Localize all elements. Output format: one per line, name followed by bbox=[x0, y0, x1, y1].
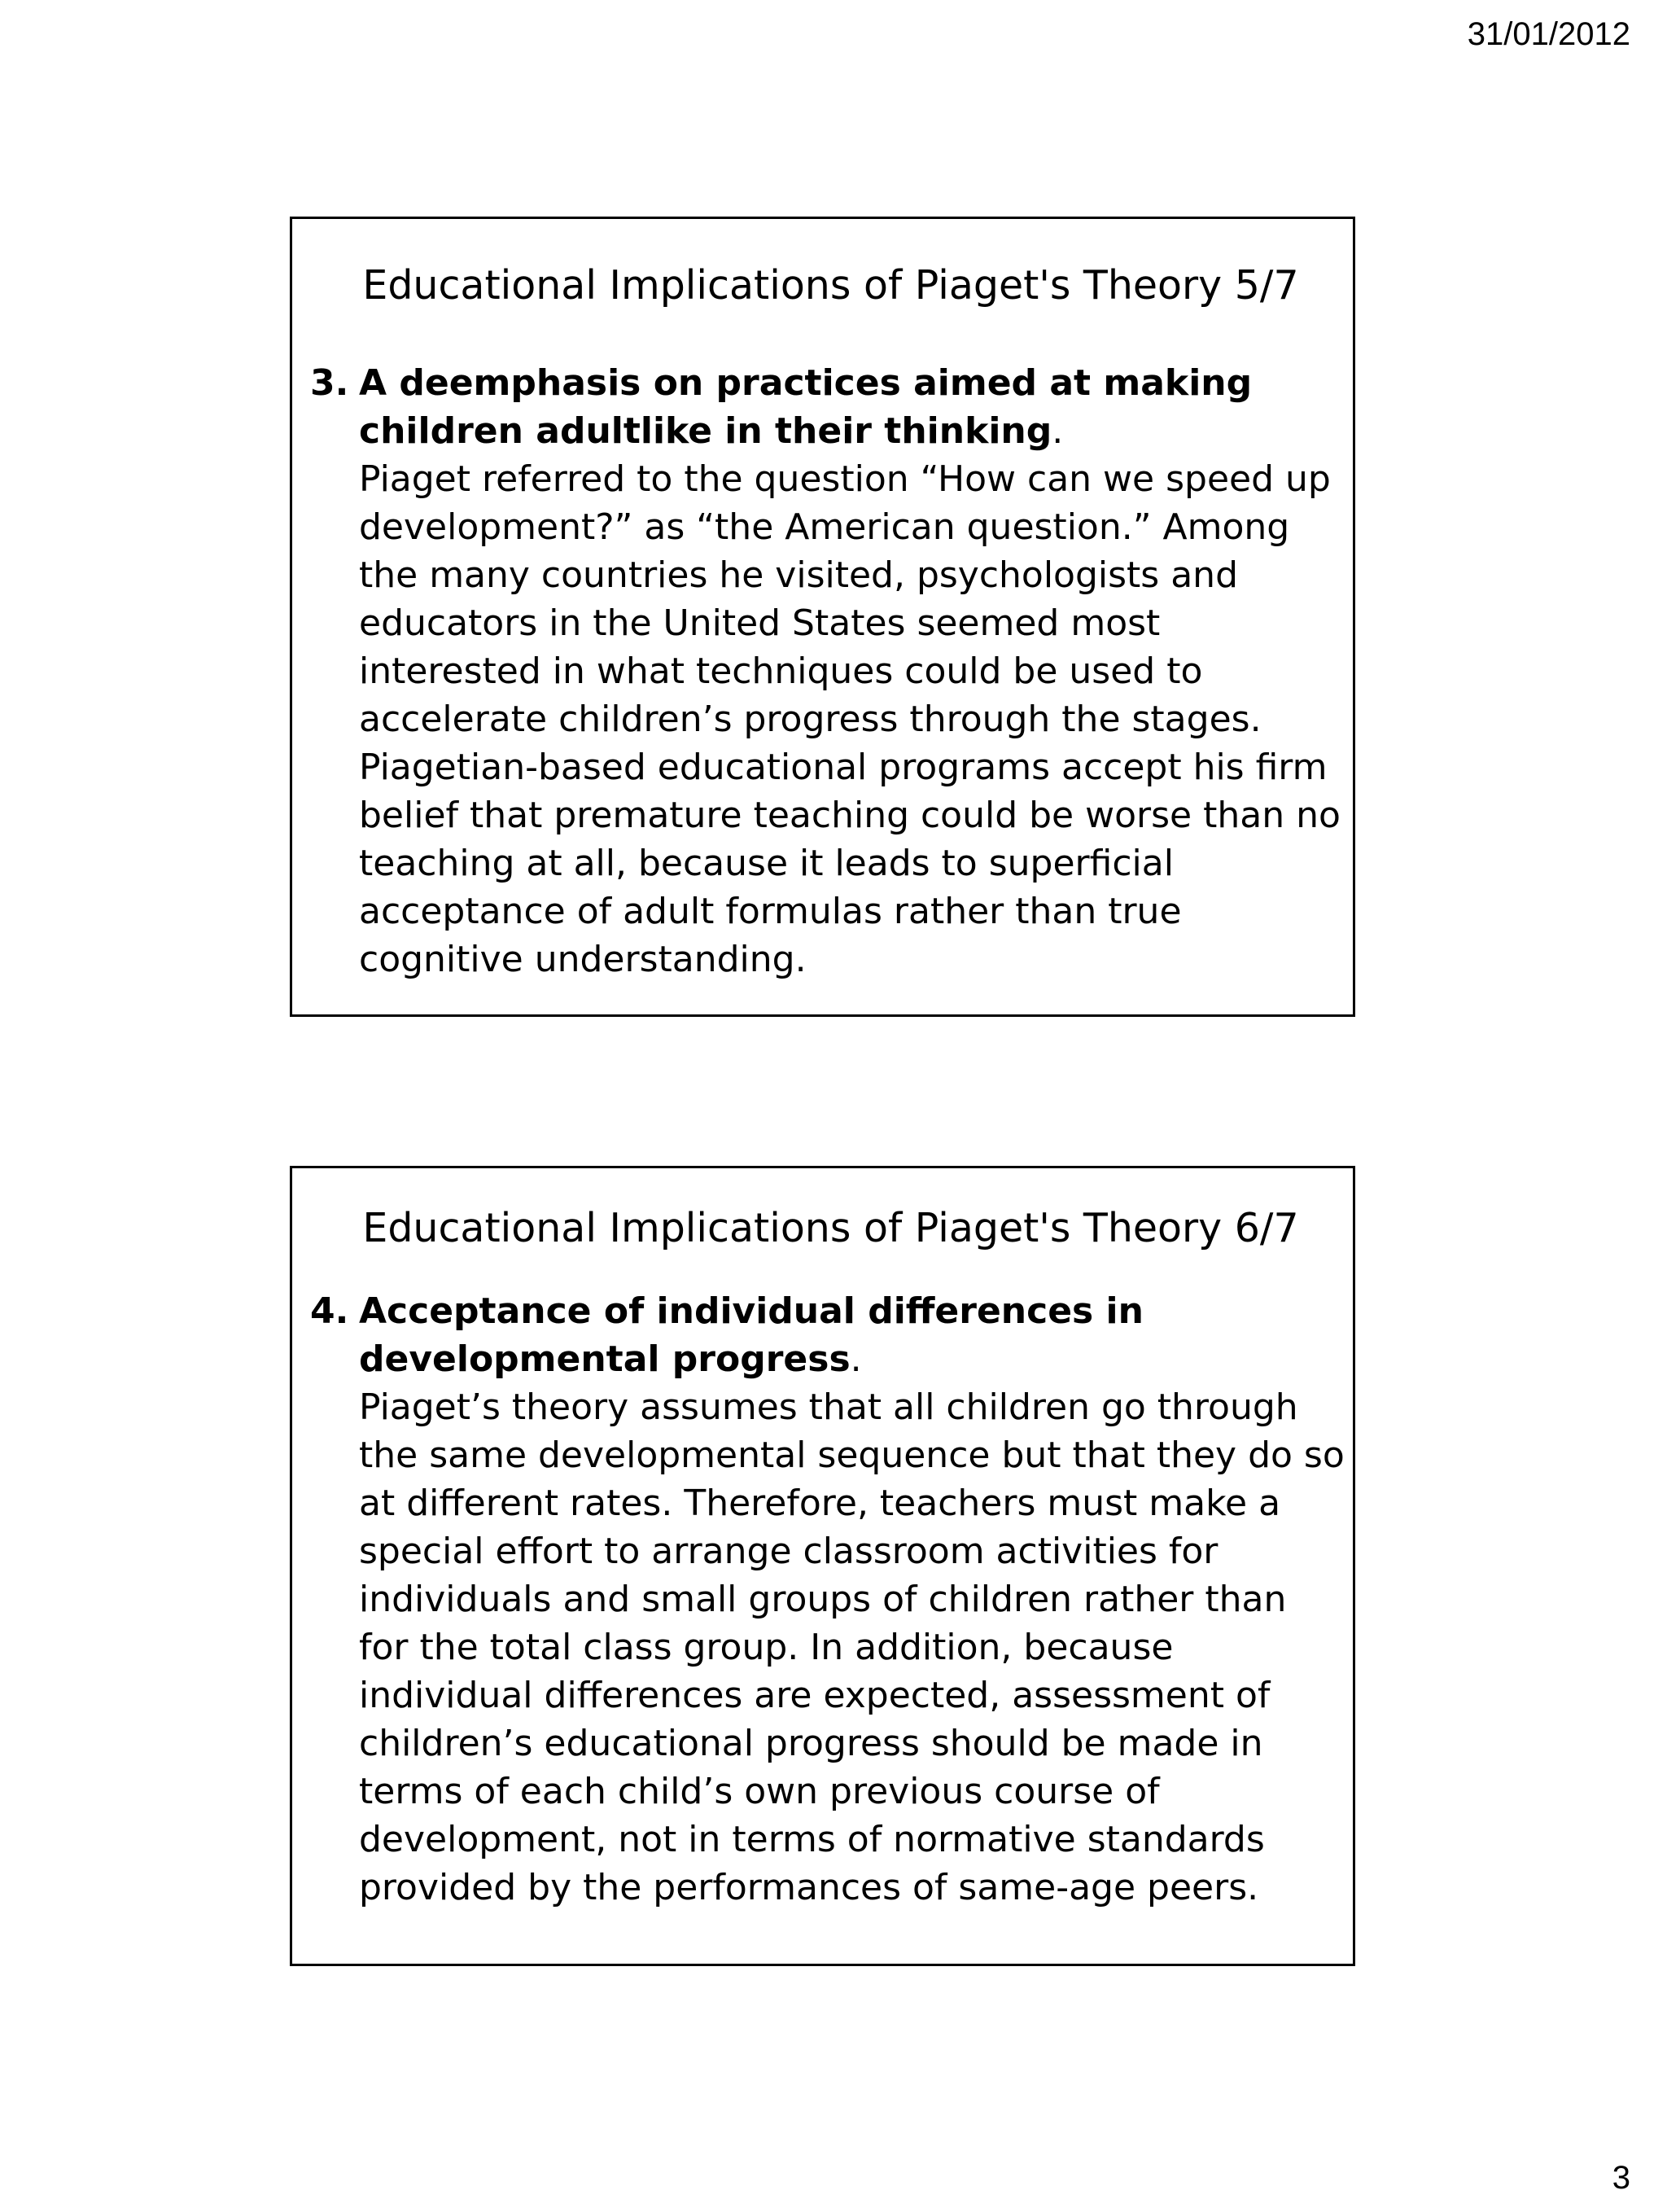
slide-6-of-7 bbox=[290, 1166, 1355, 1966]
item-heading: A deemphasis on practices aimed at making children adultlike in their thinking bbox=[359, 362, 1253, 452]
slide-5-of-7 bbox=[290, 217, 1355, 1017]
item-period: . bbox=[850, 1338, 862, 1380]
item-heading: Acceptance of individual differences in developmental progress bbox=[359, 1290, 1144, 1380]
item-text: Piaget referred to the question “How can we speed up development?” as “the American question.” Among the many countries he visited, psychologists and educators in the United States seemed most interested in what techniques could be used to accelerate children’s progress through the stages. Piagetian-based educational programs accept his firm belief that premature teaching could be worse than no teaching at all, because it leads to superficial acceptance of adult formulas rather than true cognitive understanding. bbox=[359, 458, 1341, 980]
item-period: . bbox=[1052, 410, 1064, 452]
slide-title: Educational Implications of Piaget's Theory 5/7 bbox=[362, 262, 1299, 309]
item-body bbox=[359, 359, 1346, 983]
item-number: 4. bbox=[310, 1290, 349, 1332]
page-date: 31/01/2012 bbox=[1467, 16, 1630, 52]
item-number: 3. bbox=[310, 362, 349, 404]
page-number: 3 bbox=[1612, 2160, 1630, 2196]
slide-title: Educational Implications of Piaget's Theory 6/7 bbox=[362, 1205, 1299, 1251]
numbered-item bbox=[310, 1287, 1346, 1912]
item-text: Piaget’s theory assumes that all children go through the same developmental sequence but that they do so at different rates. Therefore, teachers must make a special effort to arrange classroom activities for individuals and small groups of children rather than for the total class group. In addition, because individual differences are expected, assessment of children’s educational progress should be made in terms of each child’s own previous course of development, not in terms of normative standards provided by the performances of same-age peers. bbox=[359, 1386, 1345, 1908]
item-body bbox=[359, 1287, 1346, 1912]
numbered-item bbox=[310, 359, 1346, 983]
